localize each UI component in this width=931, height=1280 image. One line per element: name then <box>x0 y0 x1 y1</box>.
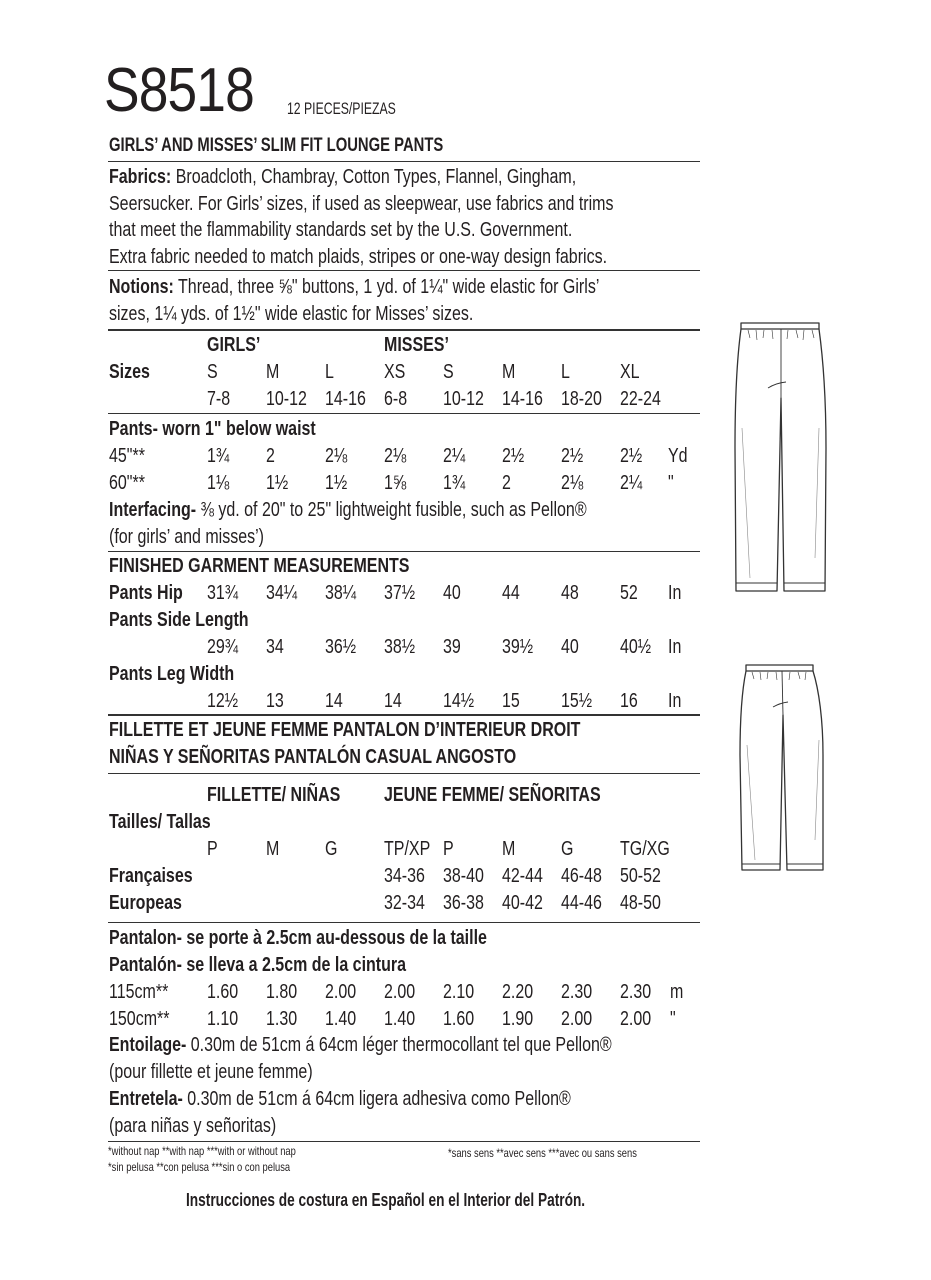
size-cell: S <box>207 361 218 383</box>
divider <box>108 773 700 774</box>
side-length-cell: 40½ <box>620 636 652 658</box>
leg-width-cell: 13 <box>266 690 284 712</box>
yardage-cell: 1⅛ <box>207 472 230 494</box>
size-cell: XS <box>384 361 406 383</box>
entoilage-label: Entoilage- <box>109 1034 187 1056</box>
metric-cell: 2.00 <box>325 981 357 1003</box>
title-es: NIÑAS Y SEÑORITAS PANTALÓN CASUAL ANGOSTO <box>109 746 517 768</box>
notions-label: Notions: <box>109 276 174 298</box>
entoilage-section <box>109 1032 612 1140</box>
unit-label: In <box>668 636 682 658</box>
yardage-cell: 1¾ <box>443 472 466 494</box>
size-range-cell: 38-40 <box>443 865 484 887</box>
leg-width-cell: 15½ <box>561 690 593 712</box>
metric-cell: 1.90 <box>502 1008 534 1030</box>
divider <box>108 329 700 331</box>
unit-label: " <box>668 472 674 494</box>
yardage-heading: Pants- worn 1" below waist <box>109 418 316 440</box>
entretela-line: 0.30m de 51cm á 64cm ligera adhesiva como Pellon® <box>182 1088 571 1110</box>
unit-label: In <box>668 690 682 712</box>
pattern-number: S8518 <box>104 56 254 125</box>
notions-section <box>109 274 599 327</box>
leg-width-cell: 14½ <box>443 690 475 712</box>
size-range-cell: 34-36 <box>384 865 425 887</box>
yardage-cell: 2 <box>502 472 511 494</box>
yardage-cell: 1½ <box>266 472 289 494</box>
size-cell: M <box>266 838 280 860</box>
entretela-line: (para niñas y señoritas) <box>109 1115 277 1137</box>
side-length-cell: 34 <box>266 636 284 658</box>
side-length-cell: 29¾ <box>207 636 239 658</box>
fabric-width-label: 150cm** <box>109 1008 170 1030</box>
size-range-cell: 10-12 <box>266 388 307 410</box>
group-girls: GIRLS’ <box>207 334 261 356</box>
europeas-label: Europeas <box>109 892 182 914</box>
pants-front-illustration <box>730 318 830 598</box>
hip-cell: 34¼ <box>266 582 298 604</box>
metric-cell: 2.30 <box>620 981 652 1003</box>
size-cell: G <box>325 838 338 860</box>
size-range-cell: 10-12 <box>443 388 484 410</box>
size-range-cell: 22-24 <box>620 388 661 410</box>
yardage-cell: 1⅝ <box>384 472 407 494</box>
metric-cell: 2.30 <box>561 981 593 1003</box>
entoilage-line: (pour fillette et jeune femme) <box>109 1061 313 1083</box>
yardage-cell: 2½ <box>561 445 584 467</box>
metric-cell: 1.60 <box>443 1008 475 1030</box>
hip-label: Pants Hip <box>109 582 183 604</box>
footnote-fr: *sans sens **avec sens ***avec ou sans sens <box>448 1146 637 1160</box>
size-cell: XL <box>620 361 640 383</box>
metric-heading-es: Pantalón- se lleva a 2.5cm de la cintura <box>109 954 407 976</box>
hip-cell: 48 <box>561 582 579 604</box>
yardage-cell: 2 <box>266 445 275 467</box>
yardage-cell: 2⅛ <box>561 472 584 494</box>
spanish-instructions-note: Instrucciones de costura en Español en el Interior del Patrón. <box>186 1190 586 1210</box>
leg-width-label: Pants Leg Width <box>109 663 235 685</box>
francaises-label: Françaises <box>109 865 193 887</box>
side-length-label: Pants Side Length <box>109 609 249 631</box>
size-range-cell: 50-52 <box>620 865 661 887</box>
unit-label: m <box>670 981 684 1003</box>
side-length-cell: 38½ <box>384 636 416 658</box>
metric-cell: 1.30 <box>266 1008 298 1030</box>
metric-cell: 1.10 <box>207 1008 239 1030</box>
size-range-cell: 7-8 <box>207 388 231 410</box>
divider <box>108 1141 700 1142</box>
size-range-cell: 14-16 <box>502 388 543 410</box>
leg-width-cell: 14 <box>384 690 402 712</box>
yardage-cell: 2¼ <box>443 445 466 467</box>
interfacing-label: Interfacing- <box>109 499 197 521</box>
piece-count: 12 PIECES/PIEZAS <box>287 99 396 118</box>
sizes-label: Sizes <box>109 361 150 383</box>
size-cell: M <box>502 361 516 383</box>
group-fillette: FILLETTE/ NIÑAS <box>207 784 341 806</box>
size-range-cell: 6-8 <box>384 388 408 410</box>
tailles-label: Tailles/ Tallas <box>109 811 211 833</box>
divider <box>108 161 700 162</box>
divider <box>108 922 700 923</box>
interfacing-line: (for girls’ and misses’) <box>109 526 264 548</box>
yardage-cell: 1¾ <box>207 445 230 467</box>
metric-cell: 2.20 <box>502 981 534 1003</box>
size-cell: TG/XG <box>620 838 670 860</box>
metric-heading-fr: Pantalon- se porte à 2.5cm au-dessous de la taille <box>109 927 487 949</box>
yardage-cell: 2¼ <box>620 472 643 494</box>
metric-cell: 2.00 <box>561 1008 593 1030</box>
side-length-cell: 36½ <box>325 636 357 658</box>
size-cell: L <box>325 361 334 383</box>
footnote-es: *sin pelusa **con pelusa ***sin o con pelusa <box>108 1160 291 1174</box>
leg-width-cell: 14 <box>325 690 343 712</box>
hip-cell: 52 <box>620 582 638 604</box>
size-range-cell: 32-34 <box>384 892 425 914</box>
yardage-cell: 2⅛ <box>384 445 407 467</box>
metric-cell: 2.00 <box>384 981 416 1003</box>
notions-line: Thread, three ⅝" buttons, 1 yd. of 1¼" wide elastic for Girls’ <box>173 276 600 298</box>
metric-cell: 2.10 <box>443 981 475 1003</box>
fabrics-line: Seersucker. For Girls’ sizes, if used as sleepwear, use fabrics and trims <box>109 192 614 215</box>
metric-cell: 2.00 <box>620 1008 652 1030</box>
pants-back-illustration <box>735 660 825 875</box>
yardage-cell: 1½ <box>325 472 348 494</box>
side-length-cell: 39½ <box>502 636 534 658</box>
fabric-width-label: 115cm** <box>109 981 169 1003</box>
footnote-en: *without nap **with nap ***with or without nap <box>108 1144 296 1158</box>
pants-front-outline <box>741 323 819 329</box>
entretela-label: Entretela- <box>109 1088 183 1110</box>
hip-cell: 44 <box>502 582 520 604</box>
interfacing-line: ⅜ yd. of 20" to 25" lightweight fusible, such as Pellon® <box>196 499 587 521</box>
fabrics-line: Extra fabric needed to match plaids, stripes or one-way design fabrics. <box>109 245 608 268</box>
hip-cell: 38¼ <box>325 582 357 604</box>
fabric-width-label: 45"** <box>109 445 145 467</box>
hip-cell: 31¾ <box>207 582 239 604</box>
divider <box>108 270 700 271</box>
side-length-cell: 40 <box>561 636 579 658</box>
leg-width-cell: 16 <box>620 690 638 712</box>
size-cell: M <box>266 361 280 383</box>
size-range-cell: 18-20 <box>561 388 602 410</box>
group-jeune-femme: JEUNE FEMME/ SEÑORITAS <box>384 784 601 806</box>
yardage-cell: 2⅛ <box>325 445 348 467</box>
size-range-cell: 14-16 <box>325 388 366 410</box>
size-range-cell: 36-38 <box>443 892 484 914</box>
group-misses: MISSES’ <box>384 334 449 356</box>
leg-width-cell: 12½ <box>207 690 239 712</box>
size-cell: TP/XP <box>384 838 431 860</box>
size-cell: M <box>502 838 516 860</box>
size-range-cell: 42-44 <box>502 865 543 887</box>
title-fr: FILLETTE ET JEUNE FEMME PANTALON D’INTERIEUR DROIT <box>109 719 581 741</box>
metric-cell: 1.60 <box>207 981 239 1003</box>
pants-back-outline <box>746 665 813 671</box>
hip-cell: 37½ <box>384 582 416 604</box>
size-range-cell: 46-48 <box>561 865 602 887</box>
yardage-cell: 2½ <box>620 445 643 467</box>
metric-cell: 1.40 <box>384 1008 416 1030</box>
fabrics-line: that meet the flammability standards set by the U.S. Government. <box>109 219 573 241</box>
measurements-heading: FINISHED GARMENT MEASUREMENTS <box>109 555 410 577</box>
metric-cell: 1.40 <box>325 1008 357 1030</box>
notions-line: sizes, 1¼ yds. of 1½" wide elastic for Misses’ sizes. <box>109 302 474 325</box>
entoilage-line: 0.30m de 51cm á 64cm léger thermocollant tel que Pellon® <box>186 1034 612 1056</box>
fabrics-section <box>109 164 613 270</box>
interfacing-section <box>109 497 587 551</box>
unit-label: Yd <box>668 445 688 467</box>
divider <box>108 413 700 414</box>
metric-cell: 1.80 <box>266 981 298 1003</box>
unit-label: In <box>668 582 682 604</box>
size-range-cell: 48-50 <box>620 892 661 914</box>
size-cell: P <box>443 838 454 860</box>
divider <box>108 551 700 552</box>
size-range-cell: 40-42 <box>502 892 543 914</box>
hip-cell: 40 <box>443 582 461 604</box>
size-cell: S <box>443 361 454 383</box>
side-length-cell: 39 <box>443 636 461 658</box>
yardage-cell: 2½ <box>502 445 525 467</box>
unit-label: " <box>670 1008 676 1030</box>
divider <box>108 714 700 716</box>
fabrics-label: Fabrics: <box>109 166 172 188</box>
size-range-cell: 44-46 <box>561 892 602 914</box>
size-cell: G <box>561 838 574 860</box>
size-cell: L <box>561 361 570 383</box>
size-cell: P <box>207 838 218 860</box>
pattern-title: GIRLS’ AND MISSES’ SLIM FIT LOUNGE PANTS <box>109 135 444 156</box>
leg-width-cell: 15 <box>502 690 520 712</box>
fabrics-line: Broadcloth, Chambray, Cotton Types, Flannel, Gingham, <box>171 166 577 188</box>
fabric-width-label: 60"** <box>109 472 145 494</box>
